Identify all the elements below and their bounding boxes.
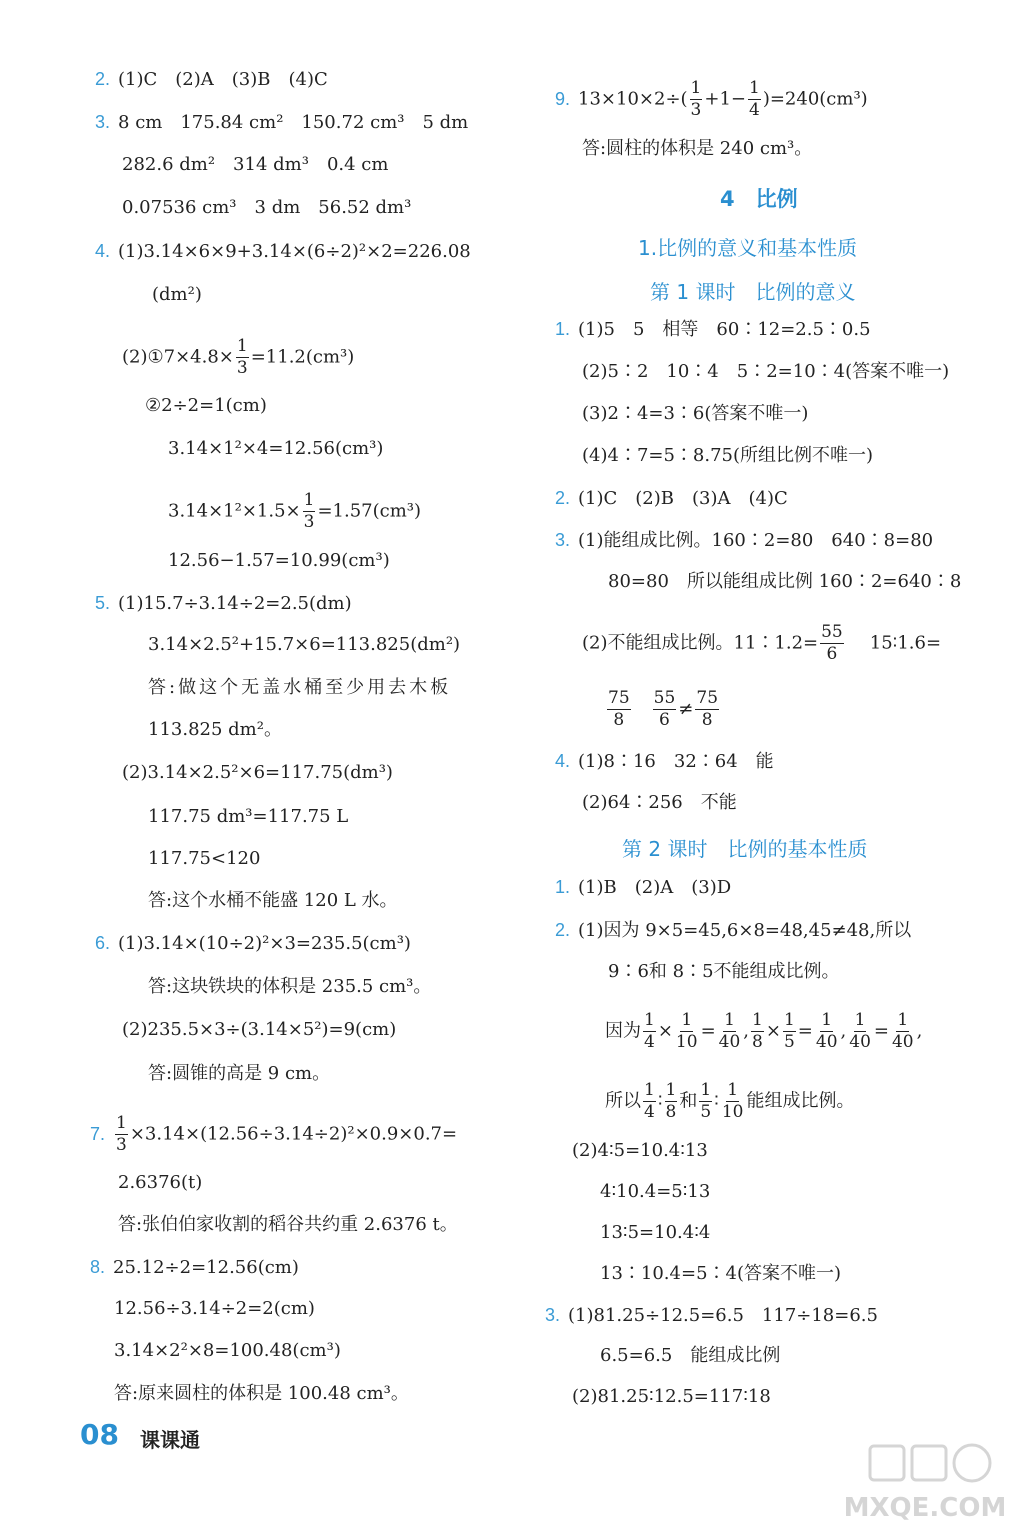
fraction: $\frac{1}{3}$ [236, 336, 248, 378]
answer-4-line7: 12.56−1.57=10.99(cm³) [168, 550, 390, 571]
r-answer-4-line2: (2)64∶256 不能 [582, 792, 737, 813]
answer-9-line2: 答:圆柱的体积是 240 cm³。 [582, 138, 813, 159]
s-answer-2-line4: 所以 $\frac{1}{4}$ ∶ $\frac{1}{8}$ 和 $\frac{1}{5}$ ∶ $\frac{1}{10}$ 能组成比例。 [605, 1080, 855, 1122]
answer-4-line6: 3.14×1²×1.5× $\frac{1}{3}$ =1.57(cm³) [168, 490, 422, 532]
r-answer-2: 2. (1)C (2)B (3)A (4)C [555, 488, 788, 509]
fraction: $\frac{1}{10}$ [675, 1010, 698, 1052]
answer-5-line5: (2)3.14×2.5²×6=117.75(dm³) [122, 762, 393, 783]
s-answer-2-line6: 4∶10.4=5∶13 [600, 1181, 711, 1202]
answer-5-line2: 3.14×2.5²+15.7×6=113.825(dm²) [148, 634, 461, 655]
s-answer-3-line2: 6.5=6.5 能组成比例 [600, 1345, 781, 1366]
fraction: $\frac{1}{4}$ [644, 1010, 655, 1052]
answer-7-line3: 答:张伯伯家收割的稻谷共约重 2.6376 t。 [118, 1214, 458, 1235]
fraction: $\frac{1}{10}$ [721, 1080, 744, 1122]
fraction: $\frac{1}{4}$ [749, 78, 760, 120]
answer-2: 2. (1)C (2)A (3)B (4)C [95, 69, 328, 90]
section-heading: 1.比例的意义和基本性质 [638, 236, 858, 260]
answer-7-line1: 7. $\frac{1}{3}$ ×3.14×(12.56÷3.14÷2)²×0.9×0.7= [90, 1113, 458, 1155]
answer-5-line6: 117.75 dm³=117.75 L [148, 806, 349, 827]
watermark-logo [840, 1440, 1010, 1526]
fraction: $\frac{1}{40}$ [849, 1010, 871, 1052]
r-answer-3-line1: 3. (1)能组成比例。160∶2=80 640∶8=80 [555, 530, 934, 551]
answer-8-line4: 答:原来圆柱的体积是 100.48 cm³。 [114, 1383, 409, 1404]
fraction: $\frac{1}{3}$ [303, 490, 315, 532]
chapter-heading: 4 比例 [720, 187, 798, 211]
page-number: 08 [80, 1418, 119, 1451]
fraction: $\frac{55}{6}$ [653, 688, 676, 730]
answer-4-line4: ②2÷2=1(cm) [145, 395, 267, 416]
r-answer-1-line4: (4)4∶7=5∶8.75(所组比例不唯一) [582, 445, 874, 466]
fraction: $\frac{75}{8}$ [608, 688, 630, 730]
s-answer-3-line3: (2)81.25∶12.5=117∶18 [572, 1386, 771, 1407]
answer-5-line3: 答:做这个无盖水桶至少用去木板 [148, 677, 452, 698]
fraction: $\frac{75}{8}$ [696, 688, 719, 730]
answer-9-line1: 9. 13×10×2÷( $\frac{1}{3}$ +1− $\frac{1}{4}$ )=240(cm³) [555, 78, 868, 120]
fraction: $\frac{1}{5}$ [700, 1080, 712, 1122]
fraction: $\frac{1}{4}$ [644, 1080, 655, 1122]
answer-3-line1: 3. 8 cm 175.84 cm² 150.72 cm³ 5 dm [95, 112, 469, 133]
answer-4-line1: 4. (1)3.14×6×9+3.14×(6÷2)²×2=226.08 [95, 241, 471, 262]
answer-4-line5: 3.14×1²×4=12.56(cm³) [168, 438, 384, 459]
lesson-heading-1: 第 1 课时 比例的意义 [650, 280, 856, 304]
fraction: $\frac{1}{40}$ [891, 1010, 914, 1052]
lesson-heading-2: 第 2 课时 比例的基本性质 [622, 837, 868, 861]
r-answer-1-line2: (2)5∶2 10∶4 5∶2=10∶4(答案不唯一) [582, 361, 950, 382]
fraction: $\frac{1}{40}$ [718, 1010, 741, 1052]
answer-6-line3: (2)235.5×3÷(3.14×5²)=9(cm) [122, 1019, 397, 1040]
answer-6-line1: 6. (1)3.14×(10÷2)²×3=235.5(cm³) [95, 933, 411, 954]
answer-5-line1: 5. (1)15.7÷3.14÷2=2.5(dm) [95, 593, 352, 614]
fraction: $\frac{1}{40}$ [815, 1010, 838, 1052]
r-answer-3-line3: (2)不能组成比例。11∶1.2= $\frac{55}{6}$ 15∶1.6= [582, 622, 942, 664]
answer-3-line2: 282.6 dm² 314 dm³ 0.4 cm [122, 154, 389, 175]
s-answer-3-line1: 3. (1)81.25÷12.5=6.5 117÷18=6.5 [545, 1305, 878, 1326]
watermark-text: MXQE.COM [843, 1493, 1007, 1523]
r-answer-1-line3: (3)2∶4=3∶6(答案不唯一) [582, 403, 809, 424]
book-title: 课课通 [140, 1428, 200, 1452]
fraction: $\frac{55}{6}$ [821, 622, 843, 664]
answer-4-line3: (2)①7×4.8× $\frac{1}{3}$ =11.2(cm³) [122, 336, 355, 378]
answer-3-line3: 0.07536 cm³ 3 dm 56.52 dm³ [122, 197, 412, 218]
answer-7-line2: 2.6376(t) [118, 1172, 203, 1193]
answer-6-line2: 答:这块铁块的体积是 235.5 cm³。 [148, 976, 432, 997]
r-answer-4-line1: 4. (1)8∶16 32∶64 能 [555, 751, 774, 772]
s-answer-2-line3: 因为 $\frac{1}{4}$ × $\frac{1}{10}$ = $\frac{1}{40}$ , $\frac{1}{8}$ × $\frac{1}{5}$ = $\frac{1}{40}$ , $\frac{1}{40}$ = $\frac{1}{40}$ , [605, 1010, 923, 1052]
s-answer-2-line8: 13∶10.4=5∶4(答案不唯一) [600, 1263, 842, 1284]
answer-8-line3: 3.14×2²×8=100.48(cm³) [114, 1340, 341, 1361]
fraction: $\frac{1}{8}$ [752, 1010, 763, 1052]
fraction: $\frac{1}{5}$ [783, 1010, 795, 1052]
s-answer-2-line1: 2. (1)因为 9×5=45,6×8=48,45≠48,所以 [555, 920, 912, 941]
answer-5-line7: 117.75<120 [148, 848, 261, 869]
r-answer-1-line1: 1. (1)5 5 相等 60∶12=2.5∶0.5 [555, 319, 871, 340]
r-answer-3-line4: $\frac{75}{8}$ $\frac{55}{6}$ ≠ $\frac{75}{8}$ [608, 688, 719, 730]
fraction: $\frac{1}{3}$ [690, 78, 702, 120]
s-answer-2-line7: 13∶5=10.4∶4 [600, 1222, 711, 1243]
r-answer-3-line2: 80=80 所以能组成比例 160∶2=640∶8 [608, 571, 962, 592]
s-answer-2-line2: 9∶6和 8∶5不能组成比例。 [608, 961, 840, 982]
answer-6-line4: 答:圆锥的高是 9 cm。 [148, 1063, 331, 1084]
fraction: $\frac{1}{3}$ [116, 1113, 127, 1155]
answer-4-line2: (dm²) [152, 284, 202, 305]
answer-8-line2: 12.56÷3.14÷2=2(cm) [114, 1298, 315, 1319]
answer-8-line1: 8. 25.12÷2=12.56(cm) [90, 1257, 299, 1278]
answer-5-line4: 113.825 dm²。 [148, 719, 282, 740]
fraction: $\frac{1}{8}$ [665, 1080, 677, 1122]
s-answer-2-line5: (2)4∶5=10.4∶13 [572, 1140, 708, 1161]
answer-5-line8: 答:这个水桶不能盛 120 L 水。 [148, 890, 398, 911]
s-answer-1: 1. (1)B (2)A (3)D [555, 877, 732, 898]
